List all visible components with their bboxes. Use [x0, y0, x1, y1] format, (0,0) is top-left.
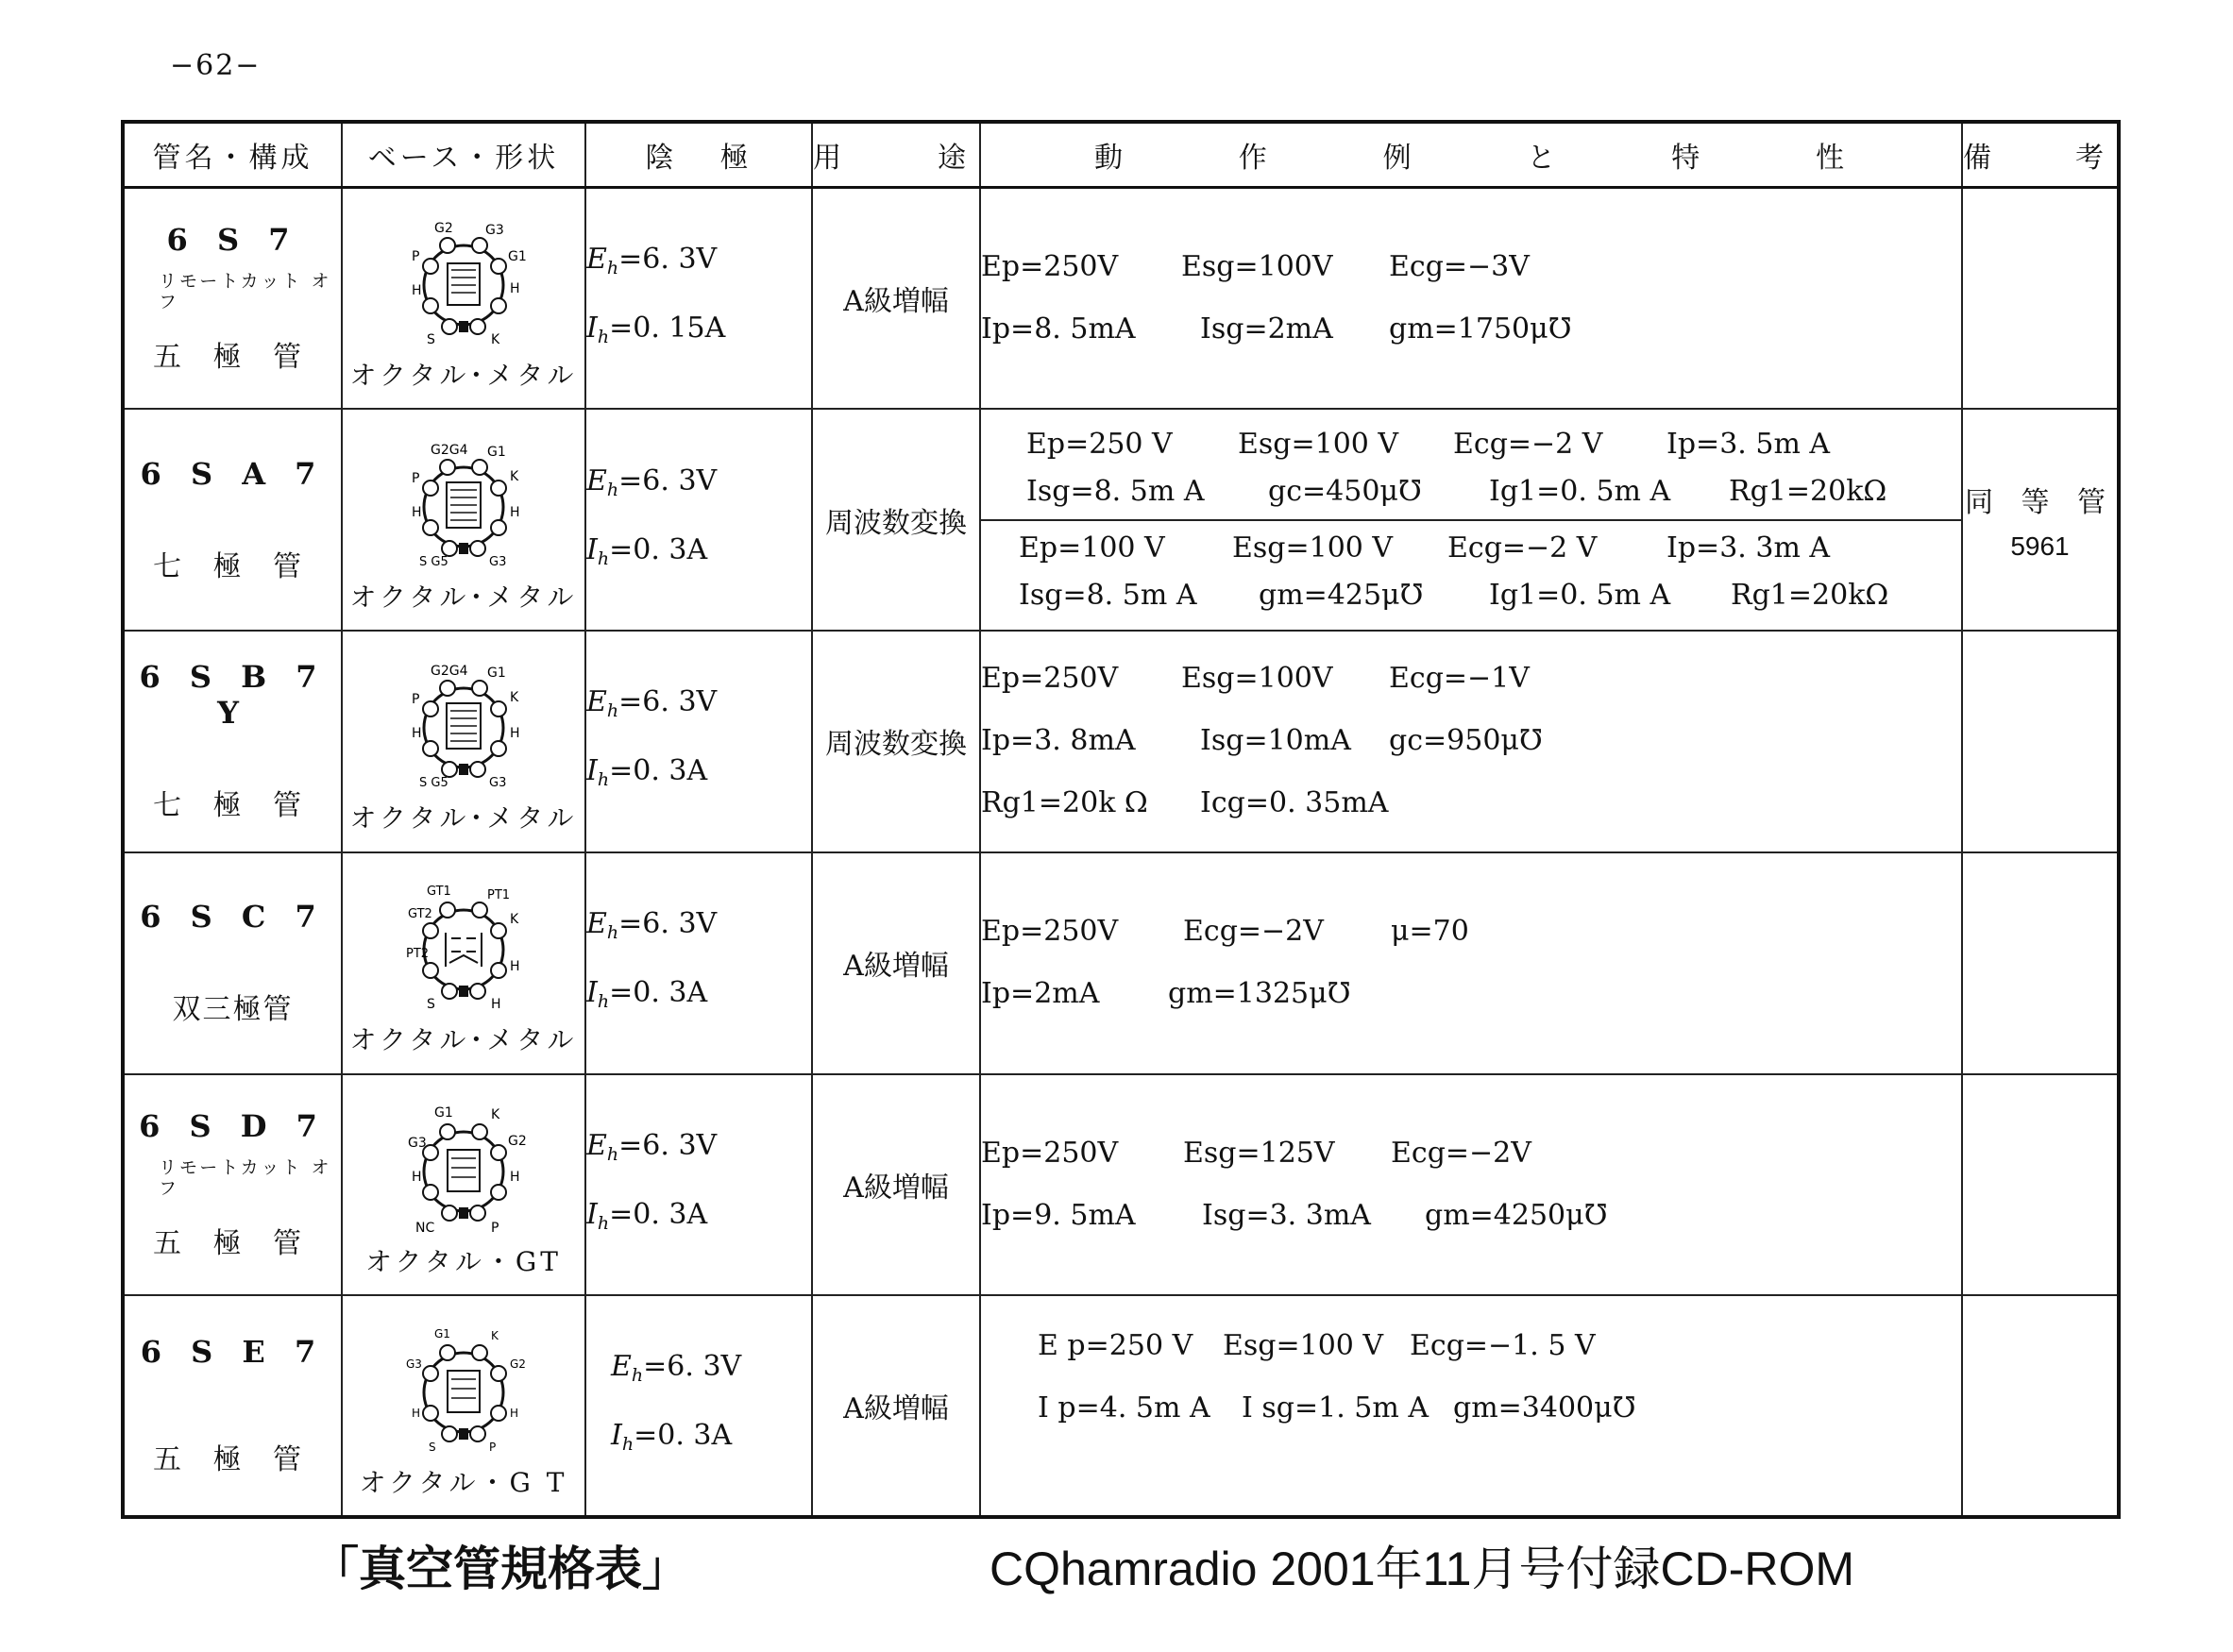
remarks-cell [1962, 409, 2119, 631]
caption-title: 「真空管規格表」 [312, 1542, 689, 1596]
svg-text:S G5: S G5 [419, 554, 448, 569]
svg-text:G1: G1 [487, 666, 506, 682]
table-row [123, 1074, 2119, 1296]
tube-name: 6 S C 7 [140, 899, 326, 936]
operation-cell: Ep=250V Esg=100V Ecg=−1V Ip=3. 8mA Isg=10mA gc=950μ℧ Rg1=20k Ω Icg=0. 35mA [980, 631, 1962, 852]
tube-type: 五 極 管 [152, 1443, 313, 1477]
base-cell [342, 631, 585, 852]
svg-text:G1: G1 [434, 1104, 453, 1121]
cathode-cell: $E_h=6$. 3V $I_h=0$. 3A [585, 852, 812, 1074]
tube-type: 七 極 管 [152, 549, 313, 583]
operation-cell: E p=250 V Esg=100 V Ecg=−1. 5 V I p=4. 5m A I sg=1. 5m A gm=3400μ℧ [980, 1295, 1962, 1517]
heater-voltage: =6. 3V [618, 685, 718, 719]
heater-voltage: =6. 3V [618, 1128, 718, 1162]
svg-text:H: H [510, 726, 520, 742]
tube-name: 6 S A 7 [140, 455, 326, 492]
remarks-cell [1962, 1074, 2119, 1296]
heater-current: =0. 3A [634, 1419, 733, 1453]
svg-text:P: P [491, 1220, 499, 1236]
tube-name-cell [123, 1295, 342, 1517]
tube-spec-table [121, 120, 2121, 1519]
svg-text:H: H [510, 959, 520, 975]
base-diagram-icon [393, 211, 534, 353]
tube-name-cell [123, 631, 342, 852]
remarks-cell [1962, 852, 2119, 1074]
svg-text:S: S [429, 1441, 436, 1455]
svg-text:K: K [491, 332, 500, 348]
svg-text:H: H [510, 504, 520, 520]
svg-text:H: H [412, 504, 422, 520]
heater-voltage: =6. 3V [618, 907, 718, 941]
header-operation: 動 作 例 と 特 性 [980, 122, 1962, 188]
heater-current: =0. 15A [609, 312, 726, 346]
tube-name-cell [123, 409, 342, 631]
header-base: ベース・形状 [342, 122, 585, 188]
cathode-cell: $E_h=6$. 3V $I_h=0$. 3A [585, 1295, 812, 1517]
base-cell [342, 852, 585, 1074]
base-diagram-icon [393, 654, 534, 796]
purpose-cell: A級増幅 [812, 188, 980, 410]
base-cell [342, 409, 585, 631]
base-label: オクタル･メタル [349, 1024, 578, 1056]
svg-text:G2G4: G2G4 [431, 664, 468, 680]
remarks-equivalent-tube: 5961 [2010, 531, 2070, 561]
svg-text:G3: G3 [485, 223, 504, 239]
purpose-cell: 周波数変換 [812, 409, 980, 631]
svg-text:G3: G3 [408, 1135, 427, 1151]
heater-voltage: =6. 3V [643, 1350, 742, 1384]
svg-text:G3: G3 [489, 776, 507, 791]
header-cathode: 陰 極 [585, 122, 812, 188]
cathode-cell: $E_h=6$. 3V $I_h=0$. 3A [585, 1074, 812, 1296]
tube-type: 五 極 管 [152, 1226, 313, 1260]
heater-current: =0. 3A [609, 976, 708, 1010]
svg-text:G1: G1 [434, 1327, 450, 1341]
heater-current: =0. 3A [609, 754, 708, 788]
tube-name: 6 S E 7 [140, 1334, 326, 1371]
remarks-cell [1962, 631, 2119, 852]
base-diagram-icon [393, 433, 534, 575]
base-label: オクタル･メタル [349, 802, 578, 834]
cathode-cell: $E_h=6$. 3V $I_h=0$. 3A [585, 409, 812, 631]
cathode-cell: $E_h=6$. 3V $I_h=0$. 15A [585, 188, 812, 410]
svg-text:S: S [427, 997, 435, 1013]
svg-text:G1: G1 [508, 249, 527, 265]
remarks-cell [1962, 188, 2119, 410]
header-remarks: 備 考 [1962, 122, 2119, 188]
svg-text:G3: G3 [406, 1357, 422, 1372]
base-cell [342, 1295, 585, 1517]
svg-text:K: K [491, 1106, 500, 1122]
base-label: オクタル･メタル [349, 581, 578, 613]
tube-name-cell [123, 852, 342, 1074]
svg-text:G2: G2 [508, 1133, 527, 1149]
svg-text:H: H [491, 997, 501, 1013]
heater-voltage: =6. 3V [618, 243, 718, 277]
svg-text:H: H [510, 281, 520, 297]
svg-text:K: K [510, 468, 519, 484]
svg-text:G3: G3 [489, 554, 507, 569]
svg-text:G2: G2 [434, 221, 453, 237]
base-label: オクタル・G T [359, 1467, 568, 1499]
svg-text:G2G4: G2G4 [431, 442, 468, 458]
base-cell [342, 1074, 585, 1296]
tube-type: 五 極 管 [152, 341, 313, 375]
operation-cell: Ep=250V Esg=125V Ecg=−2V Ip=9. 5mA Isg=3. 3mA gm=4250μ℧ [980, 1074, 1962, 1296]
svg-text:K: K [491, 1329, 499, 1343]
purpose-cell: A級増幅 [812, 1074, 980, 1296]
tube-subtitle: リモートカット オフ [159, 1156, 332, 1199]
tube-name-cell [123, 188, 342, 410]
header-name: 管名・構成 [123, 122, 342, 188]
svg-text:H: H [510, 1169, 520, 1185]
remarks-equivalent-label: 同 等 管 [1964, 485, 2116, 519]
svg-text:K: K [510, 690, 519, 706]
operation-cell: Ep=250V Ecg=−2V μ=70 Ip=2mA gm=1325μ℧ [980, 852, 1962, 1074]
base-cell [342, 188, 585, 410]
table-row [123, 1295, 2119, 1517]
purpose-cell: 周波数変換 [812, 631, 980, 852]
tube-name-cell [123, 1074, 342, 1296]
svg-text:P: P [412, 692, 420, 708]
svg-text:H: H [412, 1407, 421, 1421]
svg-text:H: H [412, 283, 422, 299]
heater-voltage: =6. 3V [618, 464, 718, 497]
table-row [123, 409, 2119, 631]
operation-cell: Ep=250V Esg=100V Ecg=−3V Ip=8. 5mA Isg=2mA gm=1750μ℧ [980, 188, 1962, 410]
base-label: オクタル・GT [365, 1245, 562, 1277]
svg-text:NC: NC [415, 1220, 435, 1236]
cathode-cell: $E_h=6$. 3V $I_h=0$. 3A [585, 631, 812, 852]
svg-text:GT1: GT1 [427, 885, 451, 900]
header-row [123, 122, 2119, 188]
svg-text:G1: G1 [487, 444, 506, 460]
heater-current: =0. 3A [609, 1197, 708, 1231]
svg-text:H: H [412, 1169, 422, 1185]
svg-text:PT1: PT1 [487, 888, 511, 903]
tube-subtitle: リモートカット オフ [159, 271, 332, 313]
svg-text:S: S [427, 332, 435, 348]
base-diagram-icon [393, 1098, 534, 1239]
svg-text:S G5: S G5 [419, 776, 448, 791]
tube-type: 双三極管 [172, 993, 294, 1027]
base-diagram-icon [393, 1319, 534, 1460]
table-row [123, 852, 2119, 1074]
svg-text:P: P [412, 470, 420, 486]
svg-text:H: H [510, 1407, 519, 1421]
tube-type: 七 極 管 [152, 789, 313, 823]
svg-text:P: P [489, 1441, 497, 1455]
svg-text:PT2: PT2 [406, 947, 430, 962]
base-diagram-icon [393, 876, 534, 1018]
tube-name: 6 S 7 [166, 222, 299, 259]
svg-text:G2: G2 [510, 1357, 526, 1372]
tube-name: 6 S D 7 [139, 1107, 327, 1144]
caption-source: CQhamradio 2001年11月号付録CD-ROM [990, 1542, 1854, 1595]
base-label: オクタル･メタル [349, 360, 578, 392]
header-purpose: 用 途 [812, 122, 980, 188]
svg-text:P: P [412, 249, 420, 265]
purpose-cell: A級増幅 [812, 852, 980, 1074]
operation-cell: Ep=250 V Esg=100 V Ecg=−2 V Ip=3. 5m A Isg=8. 5m A gc=450μ℧ Ig1=0. 5m A Rg1=20kΩ Ep=100 V Esg=100 V Ecg=−2 V Ip=3. 3m A Isg=8. 5m A gm=425μ℧ Ig1=0. 5m A Rg1=20kΩ [980, 409, 1962, 631]
tube-name: 6 S B 7 Y [139, 659, 327, 732]
svg-text:K: K [510, 912, 519, 928]
purpose-cell: A級増幅 [812, 1295, 980, 1517]
svg-text:H: H [412, 726, 422, 742]
table-row [123, 188, 2119, 410]
heater-current: =0. 3A [609, 532, 708, 566]
remarks-cell [1962, 1295, 2119, 1517]
page-number: −62− [170, 49, 262, 82]
svg-text:GT2: GT2 [408, 907, 432, 922]
table-row [123, 631, 2119, 852]
